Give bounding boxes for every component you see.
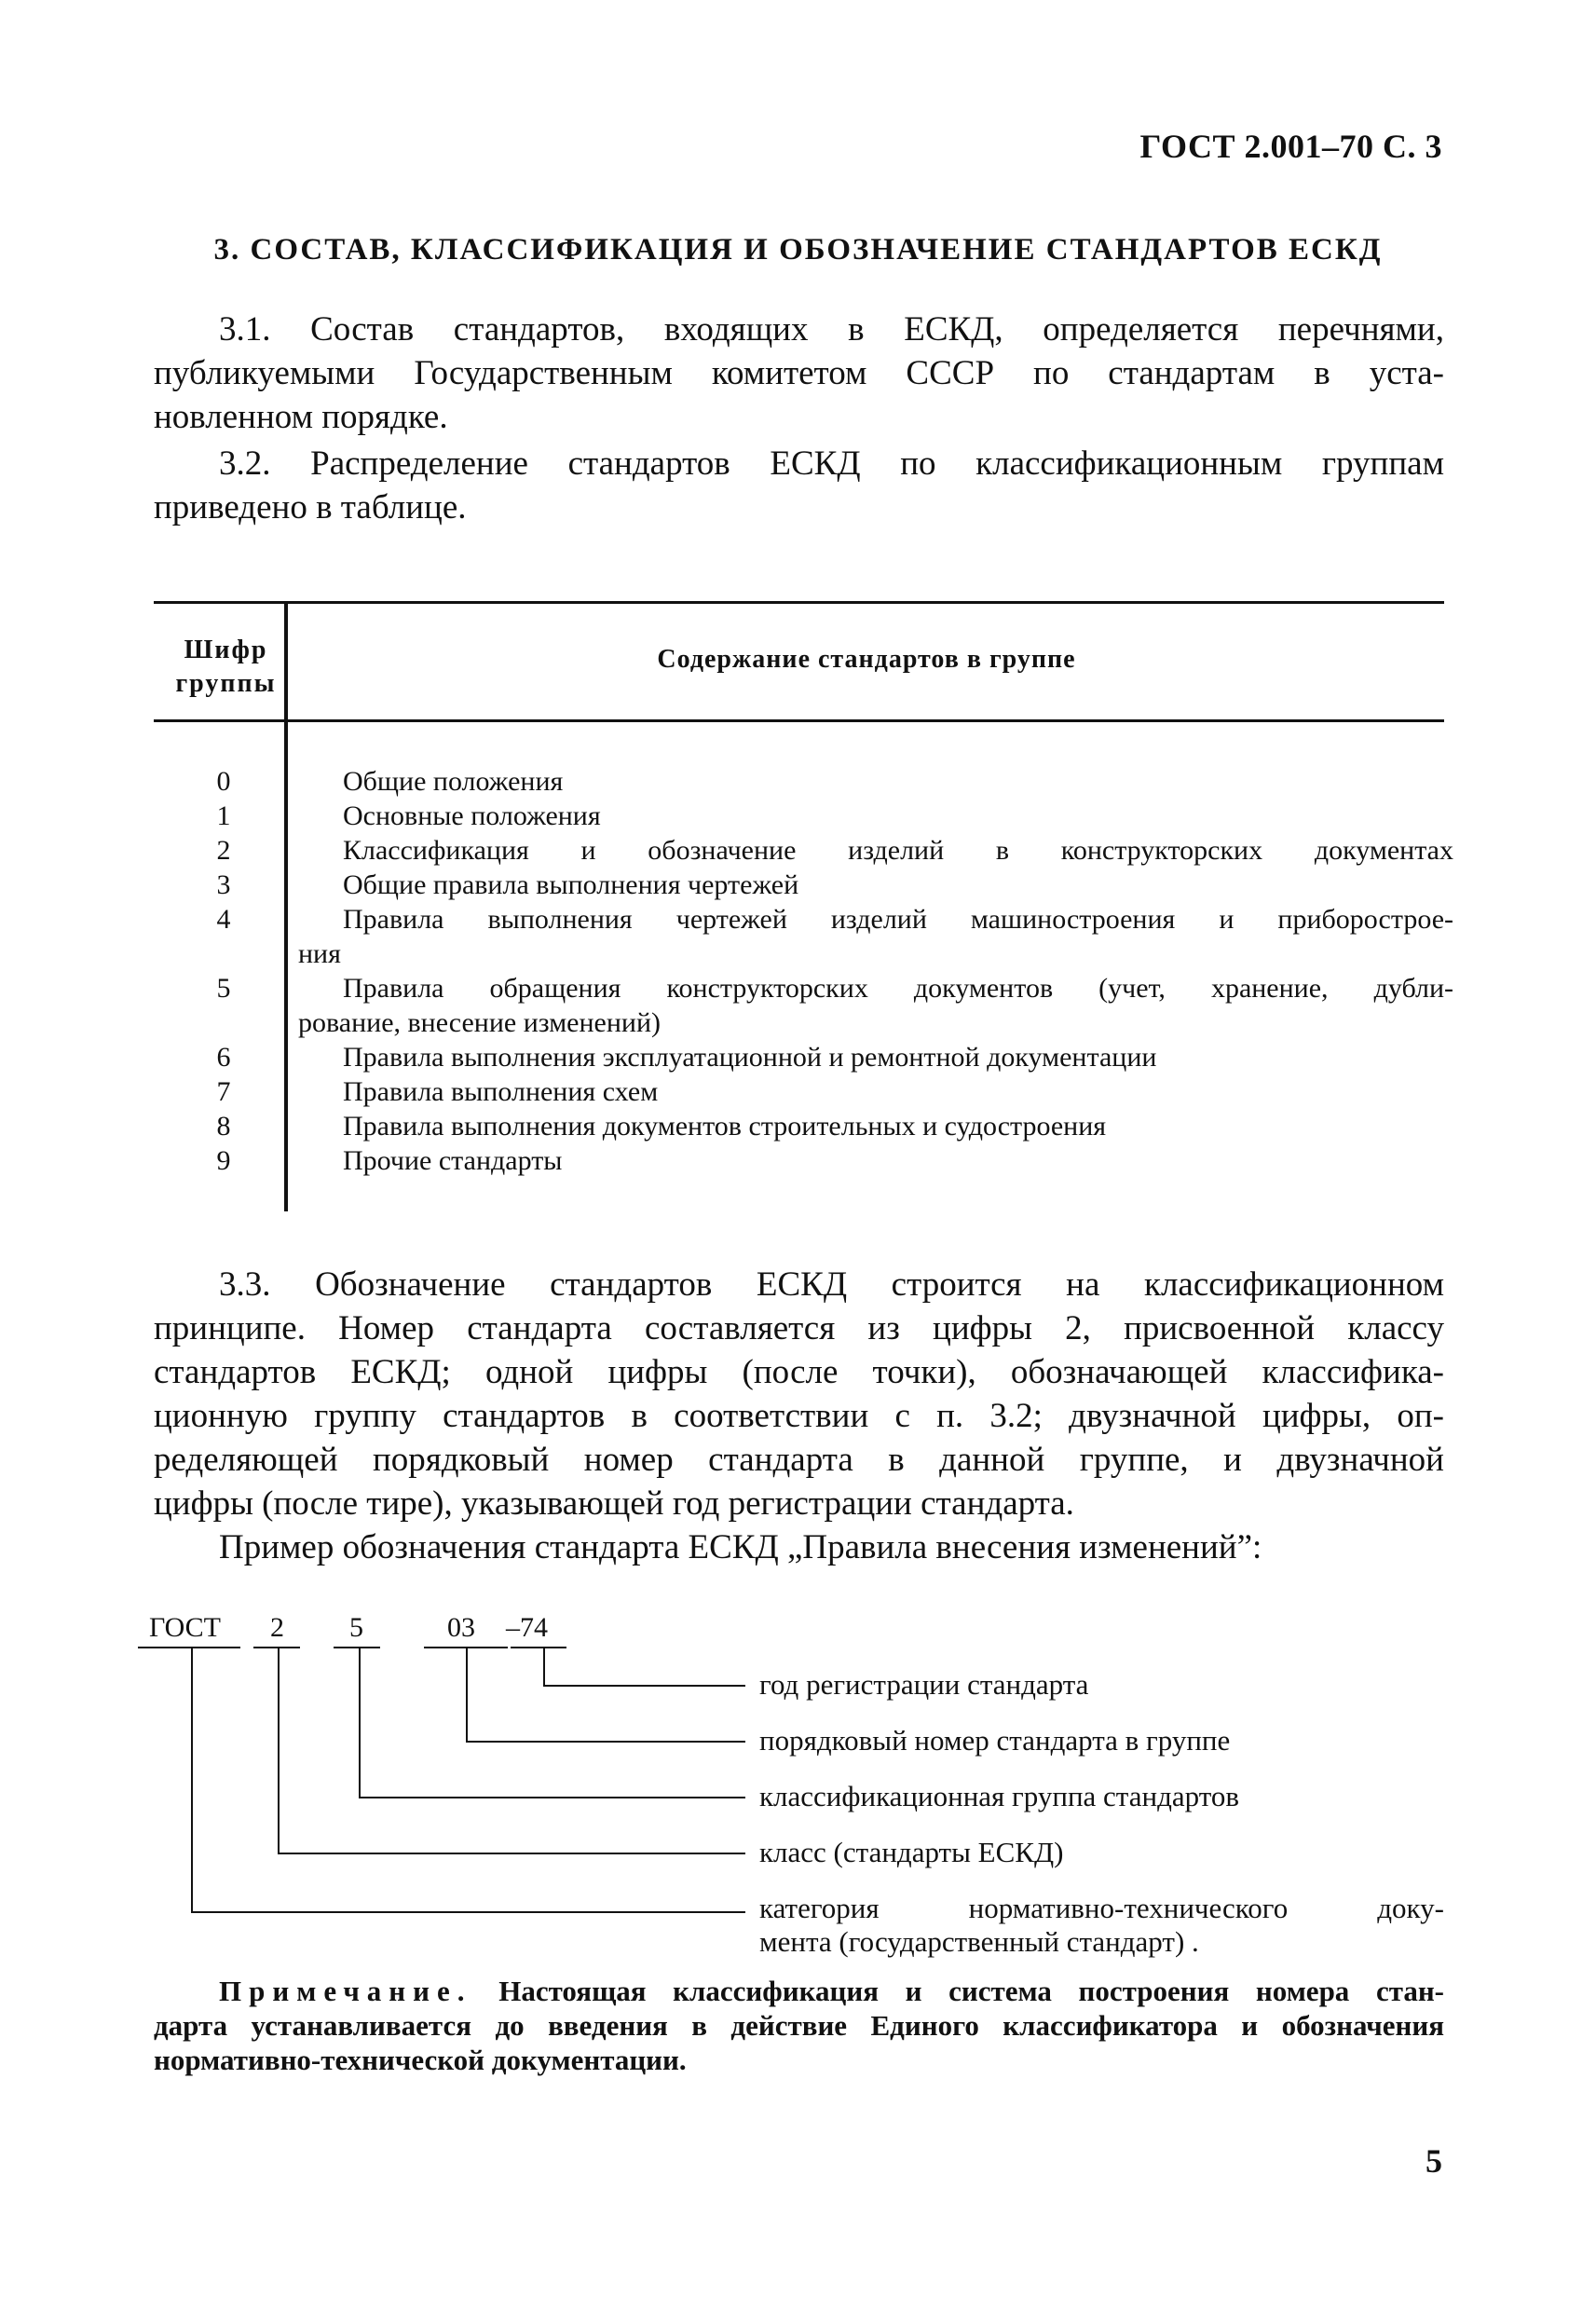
group-code: 5: [216, 973, 231, 1004]
label-group: классификационная группа стандартов: [759, 1780, 1239, 1812]
paragraph-line: ционную группу стандартов в соответствии с п. 3.2; двузначной цифры, оп-: [154, 1397, 1444, 1435]
diagram-part-class: 2: [270, 1612, 284, 1643]
underline-year: [511, 1647, 566, 1648]
table-top-rule: [154, 601, 1444, 604]
paragraph-line: публикуемыми Государственным комитетом СССР по стандартам в уста-: [154, 354, 1444, 392]
table-row: [149, 902, 1453, 971]
group-content-line: Правила обращения конструкторских документов (учет, хранение, дубли-: [343, 973, 1453, 1004]
group-code: 1: [216, 800, 231, 831]
group-content: Общие положения: [343, 766, 564, 797]
table-row: [149, 1040, 1453, 1074]
note: [154, 1974, 1444, 2077]
paragraph-3-1: [154, 308, 1444, 439]
label-year: год регистрации стандарта: [759, 1668, 1089, 1701]
note-text: Настоящая классификация и система построения номера стан-: [498, 1975, 1445, 2007]
connector-number-horizontal: [466, 1741, 745, 1743]
table-header-code: [168, 634, 284, 701]
label-number: порядковый номер стандарта в группе: [759, 1724, 1231, 1757]
underline-gost: [138, 1647, 240, 1648]
group-content: [298, 971, 1453, 1040]
group-content: [298, 833, 1453, 868]
group-code: 0: [216, 766, 231, 797]
document-header: ГОСТ 2.001–70 С. 3: [1139, 128, 1442, 165]
table-row: [149, 868, 1453, 902]
group-code: 7: [216, 1076, 231, 1107]
group-content-line: Правила выполнения чертежей изделий машиностроения и приборострое-: [343, 904, 1453, 935]
table-row: [149, 1074, 1453, 1109]
connector-class-vertical: [278, 1647, 280, 1854]
label-category: [759, 1892, 1444, 1959]
table-row: [149, 764, 1453, 799]
table-header-code-line: Шифр: [184, 636, 268, 664]
paragraph-line: цифры (после тире), указывающей год регистрации стандарта.: [154, 1484, 1074, 1523]
group-content-line: Классификация и обозначение изделий в конструкторских документах: [343, 835, 1453, 866]
table-header-rule: [154, 719, 1444, 722]
table-header-content: Содержание стандартов в группе: [657, 645, 1076, 674]
paragraph-line: приведено в таблице.: [154, 488, 467, 526]
diagram-part-gost: ГОСТ: [149, 1612, 221, 1643]
group-content-line: ния: [298, 938, 341, 969]
group-content: Правила выполнения схем: [343, 1076, 659, 1107]
paragraph-line: новленном порядке.: [154, 398, 448, 436]
table-header-code-line: группы: [175, 669, 277, 698]
group-content: Основные положения: [343, 800, 601, 831]
paragraph-3-2: [154, 442, 1444, 529]
table-row: [149, 833, 1453, 868]
group-content: Общие правила выполнения чертежей: [343, 869, 799, 900]
underline-group: [334, 1647, 380, 1648]
label-class: класс (стандарты ЕСКД): [759, 1836, 1064, 1868]
group-content: Правила выполнения эксплуатационной и ремонтной документации: [343, 1042, 1157, 1073]
note-line: [154, 1974, 1444, 2008]
section-title: 3. СОСТАВ, КЛАССИФИКАЦИЯ И ОБОЗНАЧЕНИЕ СТАНДАРТОВ ЕСКД: [213, 233, 1383, 267]
diagram-part-group: 5: [349, 1612, 363, 1643]
connector-number-vertical: [466, 1647, 468, 1743]
note-lead: Примечание.: [219, 1975, 472, 2007]
table-row: [149, 971, 1453, 1040]
group-content: Прочие стандарты: [343, 1145, 563, 1176]
underline-class: [253, 1647, 300, 1648]
table-row: [149, 1109, 1453, 1143]
paragraph-3-3: [154, 1263, 1444, 1569]
group-content-line: рование, внесение изменений): [298, 1007, 662, 1038]
page-number: 5: [1425, 2142, 1442, 2180]
group-code: 6: [216, 1042, 231, 1073]
diagram-part-year: –74: [506, 1612, 548, 1643]
connector-group-vertical: [359, 1647, 361, 1798]
connector-class-horizontal: [278, 1853, 745, 1854]
connector-group-horizontal: [359, 1797, 745, 1798]
connector-year-vertical: [543, 1647, 545, 1687]
connector-category-vertical: [191, 1647, 193, 1913]
paragraph-line: стандартов ЕСКД; одной цифры (после точки), обозначающей классифика-: [154, 1353, 1444, 1391]
group-content: Правила выполнения документов строительных и судостроения: [343, 1111, 1107, 1142]
group-code: 3: [216, 869, 231, 900]
table-row: [149, 799, 1453, 833]
group-code: 8: [216, 1111, 231, 1142]
paragraph-line: 3.2. Распределение стандартов ЕСКД по классификационным группам: [219, 444, 1444, 483]
paragraph-line: принципе. Номер стандарта составляется из цифры 2, присвоенной классу: [154, 1309, 1444, 1347]
note-line: дарта устанавливается до введения в действие Единого классификатора и обозначения: [154, 2009, 1444, 2042]
table-row: [149, 1143, 1453, 1178]
paragraph-line: Пример обозначения стандарта ЕСКД „Правила внесения изменений”:: [219, 1528, 1262, 1566]
connector-year-horizontal: [543, 1685, 745, 1687]
group-code: 4: [216, 904, 231, 935]
label-category-line: мента (государственный стандарт) .: [759, 1925, 1199, 1958]
paragraph-line: 3.3. Обозначение стандартов ЕСКД строится на классификационном: [219, 1265, 1444, 1304]
diagram-part-number: 03: [447, 1612, 475, 1643]
paragraph-line: ределяющей порядковый номер стандарта в данной группе, и двузначной: [154, 1441, 1444, 1479]
note-line: нормативно-технической документации.: [154, 2044, 687, 2076]
connector-category-horizontal: [191, 1911, 745, 1913]
table-body: [149, 764, 1453, 1178]
group-content: [298, 902, 1453, 971]
group-code: 9: [216, 1145, 231, 1176]
label-category-line: категория нормативно-технического доку-: [759, 1892, 1444, 1924]
paragraph-line: 3.1. Состав стандартов, входящих в ЕСКД, определяется перечнями,: [219, 310, 1444, 349]
group-code: 2: [216, 835, 231, 866]
